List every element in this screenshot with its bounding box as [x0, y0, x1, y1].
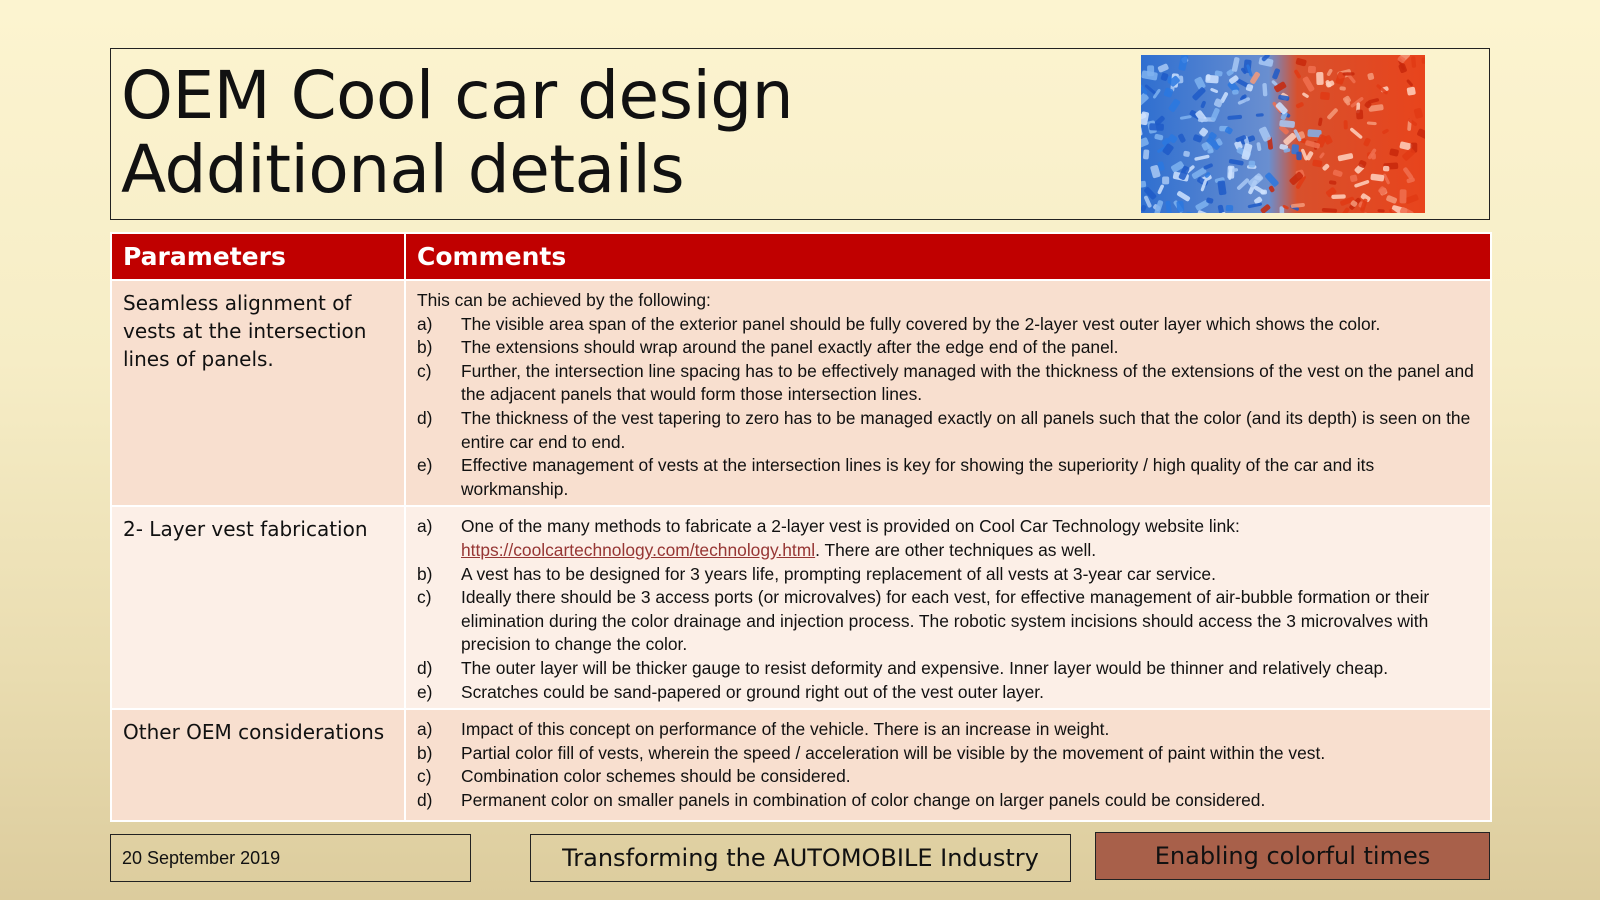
- comment-cell: [405, 709, 1491, 821]
- list-label: c): [417, 587, 432, 608]
- footer-slogan: Enabling colorful times: [1095, 832, 1490, 880]
- title-line-1: OEM Cool car design: [121, 57, 794, 134]
- footer-tagline: Transforming the AUTOMOBILE Industry: [530, 834, 1071, 882]
- list-label: d): [417, 789, 433, 810]
- list-label: a): [417, 516, 433, 537]
- header-comments: Comments: [405, 233, 1491, 280]
- list-item: [417, 313, 1479, 337]
- list-label: c): [417, 360, 432, 381]
- title-box: [110, 48, 1490, 220]
- header-parameters: Parameters: [111, 233, 405, 280]
- list-item: [417, 681, 1479, 705]
- list-label: e): [417, 681, 433, 702]
- list-label: a): [417, 719, 433, 740]
- pellet-shape: [1176, 201, 1184, 213]
- list-item: [417, 563, 1479, 587]
- list-item: [417, 742, 1479, 766]
- pellet-shape: [1422, 57, 1425, 63]
- list-label: b): [417, 337, 433, 358]
- list-text: Combination color schemes should be considered.: [461, 766, 851, 787]
- pellet-shape: [1383, 166, 1390, 172]
- table-row: [111, 506, 1491, 709]
- list-text-part: . There are other techniques as well.: [815, 539, 1097, 560]
- pellet-shape: [1226, 205, 1234, 212]
- comment-cell: [405, 506, 1491, 709]
- list-label: d): [417, 657, 433, 678]
- list-label: e): [417, 455, 433, 476]
- parameter-cell: 2- Layer vest fabrication: [111, 506, 405, 709]
- comment-intro: This can be achieved by the following:: [417, 290, 711, 310]
- list-text: The thickness of the vest tapering to zero has to be managed exactly on all panels such that the color (and its depth) is seen on the entire car end to end.: [461, 407, 1471, 452]
- list-text: Further, the intersection line spacing has to be effectively managed with the thickness of the extensions of the vest on the panel and the adjacent panels that would form those intersection lines.: [461, 360, 1474, 405]
- pellet-shape: [1316, 72, 1324, 85]
- title-line-2: Additional details: [121, 131, 685, 208]
- colored-plastic-pellets-image: [1141, 55, 1425, 213]
- table-row: [111, 280, 1491, 506]
- list-item: [417, 336, 1479, 360]
- parameter-cell: Other OEM considerations: [111, 709, 405, 821]
- list-item: [417, 718, 1479, 742]
- list-item: [417, 407, 1479, 454]
- list-label: b): [417, 742, 433, 763]
- pellet-shape: [1320, 92, 1330, 100]
- list-text: Permanent color on smaller panels in combination of color change on larger panels could be considered.: [461, 789, 1266, 810]
- list-text: Scratches could be sand-papered or ground right out of the vest outer layer.: [461, 681, 1044, 702]
- list-text: [461, 515, 1479, 562]
- list-item: [417, 454, 1479, 501]
- list-text: Effective management of vests at the intersection lines is key for showing the superiority / high quality of the car and its workmanship.: [461, 455, 1375, 499]
- pellet-shape: [1296, 152, 1302, 161]
- comment-cell: [405, 280, 1491, 506]
- pellet-shape: [1308, 66, 1316, 74]
- pellet-shape: [1407, 87, 1416, 96]
- list-label: b): [417, 563, 433, 584]
- list-item: [417, 360, 1479, 407]
- pellet-shape: [1232, 89, 1239, 94]
- list-item: [417, 657, 1479, 681]
- list-text: The visible area span of the exterior panel should be fully covered by the 2-layer vest outer layer which shows the color.: [461, 313, 1381, 334]
- list-text: Impact of this concept on performance of the vehicle. There is an increase in weight.: [461, 719, 1110, 740]
- list-item: [417, 586, 1479, 657]
- pellet-shape: [1143, 149, 1150, 159]
- pellet-shape: [1149, 123, 1164, 131]
- pellet-shape: [1371, 153, 1376, 160]
- list-text: Partial color fill of vests, wherein the speed / acceleration will be visible by the movement of paint within the vest.: [461, 742, 1326, 763]
- table-row: [111, 709, 1491, 821]
- pellet-shape: [1399, 189, 1406, 203]
- list-text: The extensions should wrap around the panel exactly after the edge end of the panel.: [461, 337, 1119, 358]
- list-text: Ideally there should be 3 access ports (or microvalves) for each vest, for effective management of air-bubble formation or their elimination during the color drainage and injection process. The robotic system incisions should access the 3 microvalves with precision to change the color.: [461, 587, 1430, 655]
- pellet-shape: [1147, 65, 1154, 76]
- parameter-cell: Seamless alignment of vests at the intersection lines of panels.: [111, 280, 405, 506]
- list-label: a): [417, 313, 433, 334]
- list-item: [417, 789, 1479, 813]
- list-text-part: One of the many methods to fabricate a 2-layer vest is provided on Cool Car Technology website link:: [461, 516, 1240, 537]
- pellet-shape: [1162, 177, 1169, 185]
- list-item: [417, 515, 1479, 562]
- pellet-shape: [1356, 110, 1363, 120]
- pellet-shape: [1262, 83, 1267, 97]
- table-header-row: [111, 233, 1491, 280]
- list-text: A vest has to be designed for 3 years life, prompting replacement of all vests at 3-year car service.: [461, 563, 1216, 584]
- pellet-shape: [1331, 194, 1346, 199]
- pellet-shape: [1344, 120, 1348, 129]
- footer-date: 20 September 2019: [110, 834, 471, 882]
- pellet-shape: [1248, 161, 1255, 168]
- pellet-shape: [1343, 72, 1355, 75]
- pellet-shape: [1205, 75, 1219, 84]
- parameters-table: [110, 232, 1492, 822]
- list-label: c): [417, 766, 432, 787]
- list-text: The outer layer will be thicker gauge to resist deformity and expensive. Inner layer would be thinner and relatively cheap.: [461, 657, 1389, 678]
- list-item: [417, 765, 1479, 789]
- technology-website-link[interactable]: https://coolcartechnology.com/technology.html: [461, 539, 816, 560]
- pellet-shape: [1198, 118, 1208, 122]
- list-label: d): [417, 407, 433, 428]
